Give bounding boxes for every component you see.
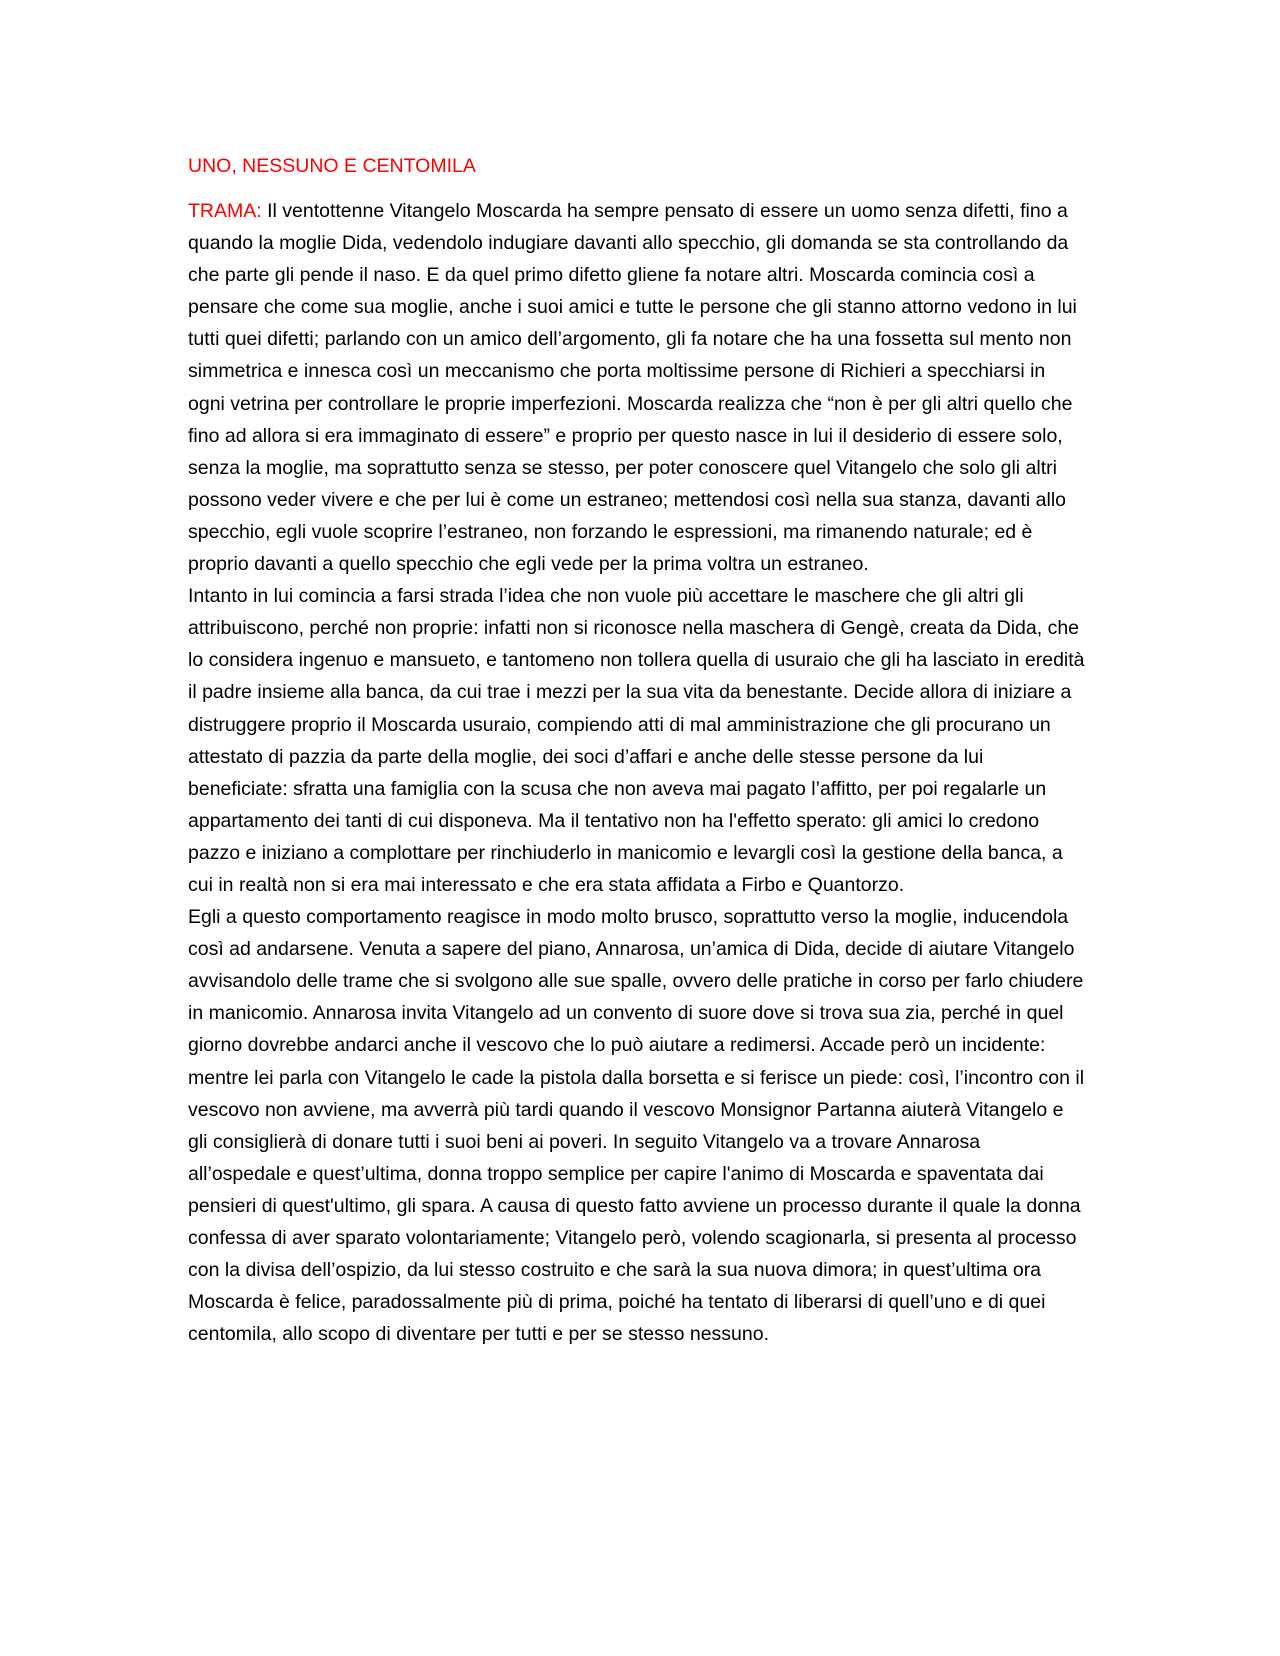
body-paragraph-2: Intanto in lui comincia a farsi strada l’idea che non vuole più accettare le maschere che gli altri gli attribuiscono, perché non proprie: infatti non si riconosce nella maschera di Gengè, creata da Dida, che lo considera ingenuo e mansueto, e tantomeno non tollera quella di usuraio che gli ha lasciato in eredità il padre insieme alla banca, da cui trae i mezzi per la sua vita da benestante. Decide allora di iniziare a distruggere proprio il Moscarda usuraio, compiendo atti di mal amministrazione che gli procurano un attestato di pazzia da parte della moglie, dei soci d’affari e anche delle stesse persone da lui beneficiate: sfratta una famiglia con la scusa che non aveva mai pagato l’affitto, per poi regalarle un appartamento dei tanti di cui disponeva. Ma il tentativo non ha l'effetto sperato: gli amici lo credono pazzo e iniziano a complottare per rinchiuderlo in manicomio e levargli così la gestione della banca, a cui in realtà non si era mai interessato e che era stata affidata a Firbo e Quantorzo.: [188, 585, 1085, 896]
body-paragraph-3: Egli a questo comportamento reagisce in modo molto brusco, soprattutto verso la moglie, inducendola così ad andarsene. Venuta a sapere del piano, Annarosa, un’amica di Dida, decide di aiutare Vitangelo avvisandolo delle trame che si svolgono alle sue spalle, ovvero delle pratiche in corso per farlo chiudere in manicomio. Annarosa invita Vitangelo ad un convento di suore dove si trova sua zia, perché in quel giorno dovrebbe andarci anche il vescovo che lo può aiutare a redimersi. Accade però un incidente: mentre lei parla con Vitangelo le cade la pistola dalla borsetta e si ferisce un piede: così, l’incontro con il vescovo non avviene, ma avverrà più tardi quando il vescovo Monsignor Partanna aiuterà Vitangelo e gli consiglierà di donare tutti i suoi beni ai poveri. In seguito Vitangelo va a trovare Annarosa all’ospedale e quest’ultima, donna troppo semplice per capire l'animo di Moscarda e spaventata dai pensieri di quest'ultimo, gli spara. A causa di questo fatto avviene un processo durante il quale la donna confessa di aver sparato volontariamente; Vitangelo però, volendo scagionarla, si presenta al processo con la divisa dell’ospizio, da lui stesso costruito e che sarà la sua nuova dimora; in quest’ultima ora Moscarda è felice, paradossalmente più di prima, poiché ha tentato di liberarsi di quell’uno e di quei centomila, allo scopo di diventare per tutti e per se stesso nessuno.: [188, 906, 1085, 1346]
document-page: [188, 150, 1086, 1350]
document-title: UNO, NESSUNO E CENTOMILA: [188, 155, 476, 177]
trama-label: TRAMA:: [188, 200, 262, 222]
trama-paragraph: [188, 195, 1086, 580]
paragraph-text: Il ventottenne Vitangelo Moscarda ha sempre pensato di essere un uomo senza difetti, fino a quando la moglie Dida, vedendolo indugiare davanti allo specchio, gli domanda se sta controllando da che parte gli pende il naso. E da quel primo difetto gliene fa notare altri. Moscarda comincia così a pensare che come sua moglie, anche i suoi amici e tutte le persone che gli stanno attorno vedono in lui tutti quei difetti; parlando con un amico dell’argomento, gli fa notare che ha una fossetta sul mento non simmetrica e innesca così un meccanismo che porta moltissime persone di Richieri a specchiarsi in ogni vetrina per controllare le proprie imperfezioni. Moscarda realizza che “non è per gli altri quello che fino ad allora si era immaginato di essere” e proprio per questo nasce in lui il desiderio di essere solo, senza la moglie, ma soprattutto senza se stesso, per poter conoscere quel Vitangelo che solo gli altri possono veder vivere e che per lui è come un estraneo; mettendosi così nella sua stanza, davanti allo specchio, egli vuole scoprire l’estraneo, non forzando le espressioni, ma rimanendo naturale; ed è proprio davanti a quello specchio che egli vede per la prima voltra un estraneo.: [188, 200, 1077, 576]
